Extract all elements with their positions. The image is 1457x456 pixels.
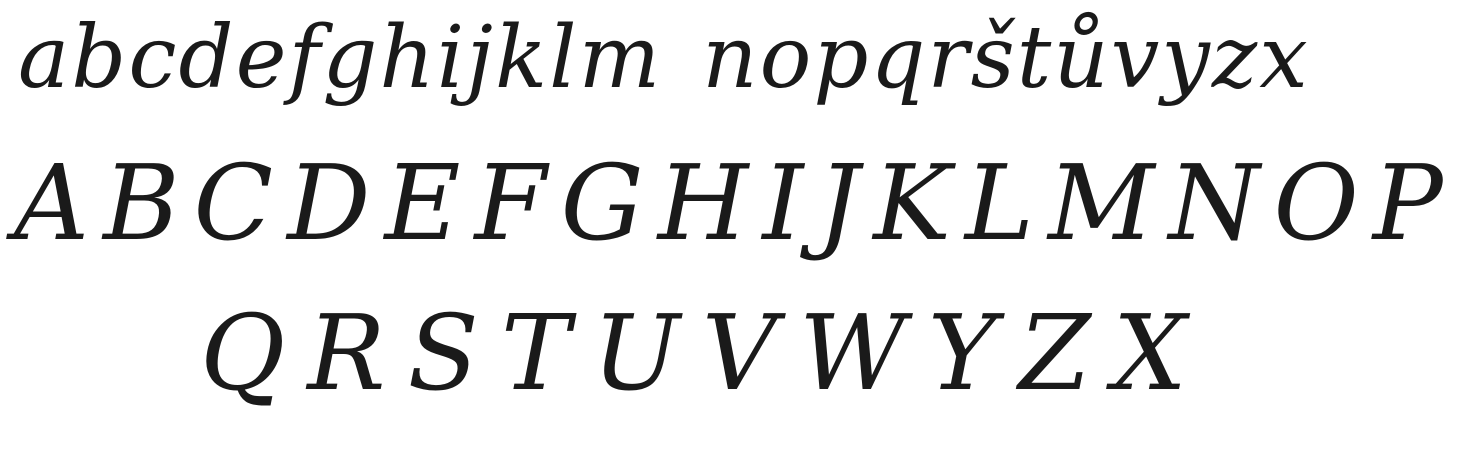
- letter-G-upper: G: [560, 142, 644, 264]
- letter-H-upper: H: [657, 142, 749, 264]
- letter-U-upper: U: [592, 292, 680, 414]
- letter-D-upper: D: [287, 142, 371, 264]
- letter-m-lower: m: [578, 8, 663, 108]
- letter-u-ring-lower: ů: [1053, 8, 1111, 108]
- letter-W-upper: W: [798, 292, 906, 414]
- lowercase-row: [18, 8, 1310, 138]
- letter-T-upper: T: [500, 292, 571, 414]
- letter-p-lower: p: [813, 8, 871, 108]
- letter-g-lower: g: [322, 8, 380, 108]
- letter-L-upper: L: [964, 142, 1034, 264]
- letter-t-lower: t: [1016, 8, 1054, 108]
- letter-y-lower: y: [1161, 8, 1212, 108]
- letter-S-upper: S: [407, 292, 479, 414]
- letter-a-lower: a: [18, 8, 72, 108]
- letter-V-upper: V: [701, 292, 777, 414]
- letter-h-lower: h: [379, 8, 437, 108]
- letter-z-lower: z: [1211, 8, 1260, 108]
- letter-x-lower: x: [1259, 8, 1310, 108]
- letter-n-lower: n: [702, 8, 760, 108]
- letter-o-lower: o: [759, 8, 814, 108]
- letter-N-upper: N: [1168, 142, 1260, 264]
- letter-l-lower: l: [549, 8, 579, 108]
- letter-K-upper: K: [873, 142, 951, 264]
- letter-Y-upper: Y: [927, 292, 997, 414]
- letter-b-lower: b: [71, 8, 129, 108]
- letter-d-lower: d: [178, 8, 236, 108]
- letter-k-lower: k: [494, 8, 550, 108]
- letter-P-upper: P: [1372, 142, 1443, 264]
- letter-Z-upper: Z: [1018, 292, 1091, 414]
- letter-e-lower: e: [235, 8, 289, 108]
- letter-F-upper: F: [474, 142, 547, 264]
- letter-q-lower: q: [870, 8, 928, 108]
- letter-Q-upper: Q: [200, 292, 286, 414]
- letter-B-upper: B: [103, 142, 180, 264]
- letter-M-upper: M: [1047, 142, 1155, 264]
- letter-j-lower: j: [466, 8, 495, 108]
- uppercase-row-1: [14, 142, 1457, 292]
- letter-i-lower: i: [436, 8, 467, 108]
- letter-O-upper: O: [1273, 142, 1359, 264]
- letter-s-caron-lower: š: [970, 8, 1017, 108]
- letter-r-lower: r: [927, 8, 971, 108]
- letter-X-upper: X: [1112, 292, 1187, 414]
- letter-f-lower: f: [288, 8, 323, 108]
- letter-J-upper: J: [817, 142, 860, 264]
- letter-R-upper: R: [307, 292, 386, 414]
- letter-E-upper: E: [384, 142, 461, 264]
- letter-A-upper: A: [14, 142, 90, 264]
- letter-v-lower: v: [1110, 8, 1162, 108]
- letter-c-lower: c: [128, 8, 179, 108]
- uppercase-row-2: [200, 292, 1209, 442]
- letter-I-upper: I: [762, 142, 804, 264]
- letter-C-upper: C: [193, 142, 274, 264]
